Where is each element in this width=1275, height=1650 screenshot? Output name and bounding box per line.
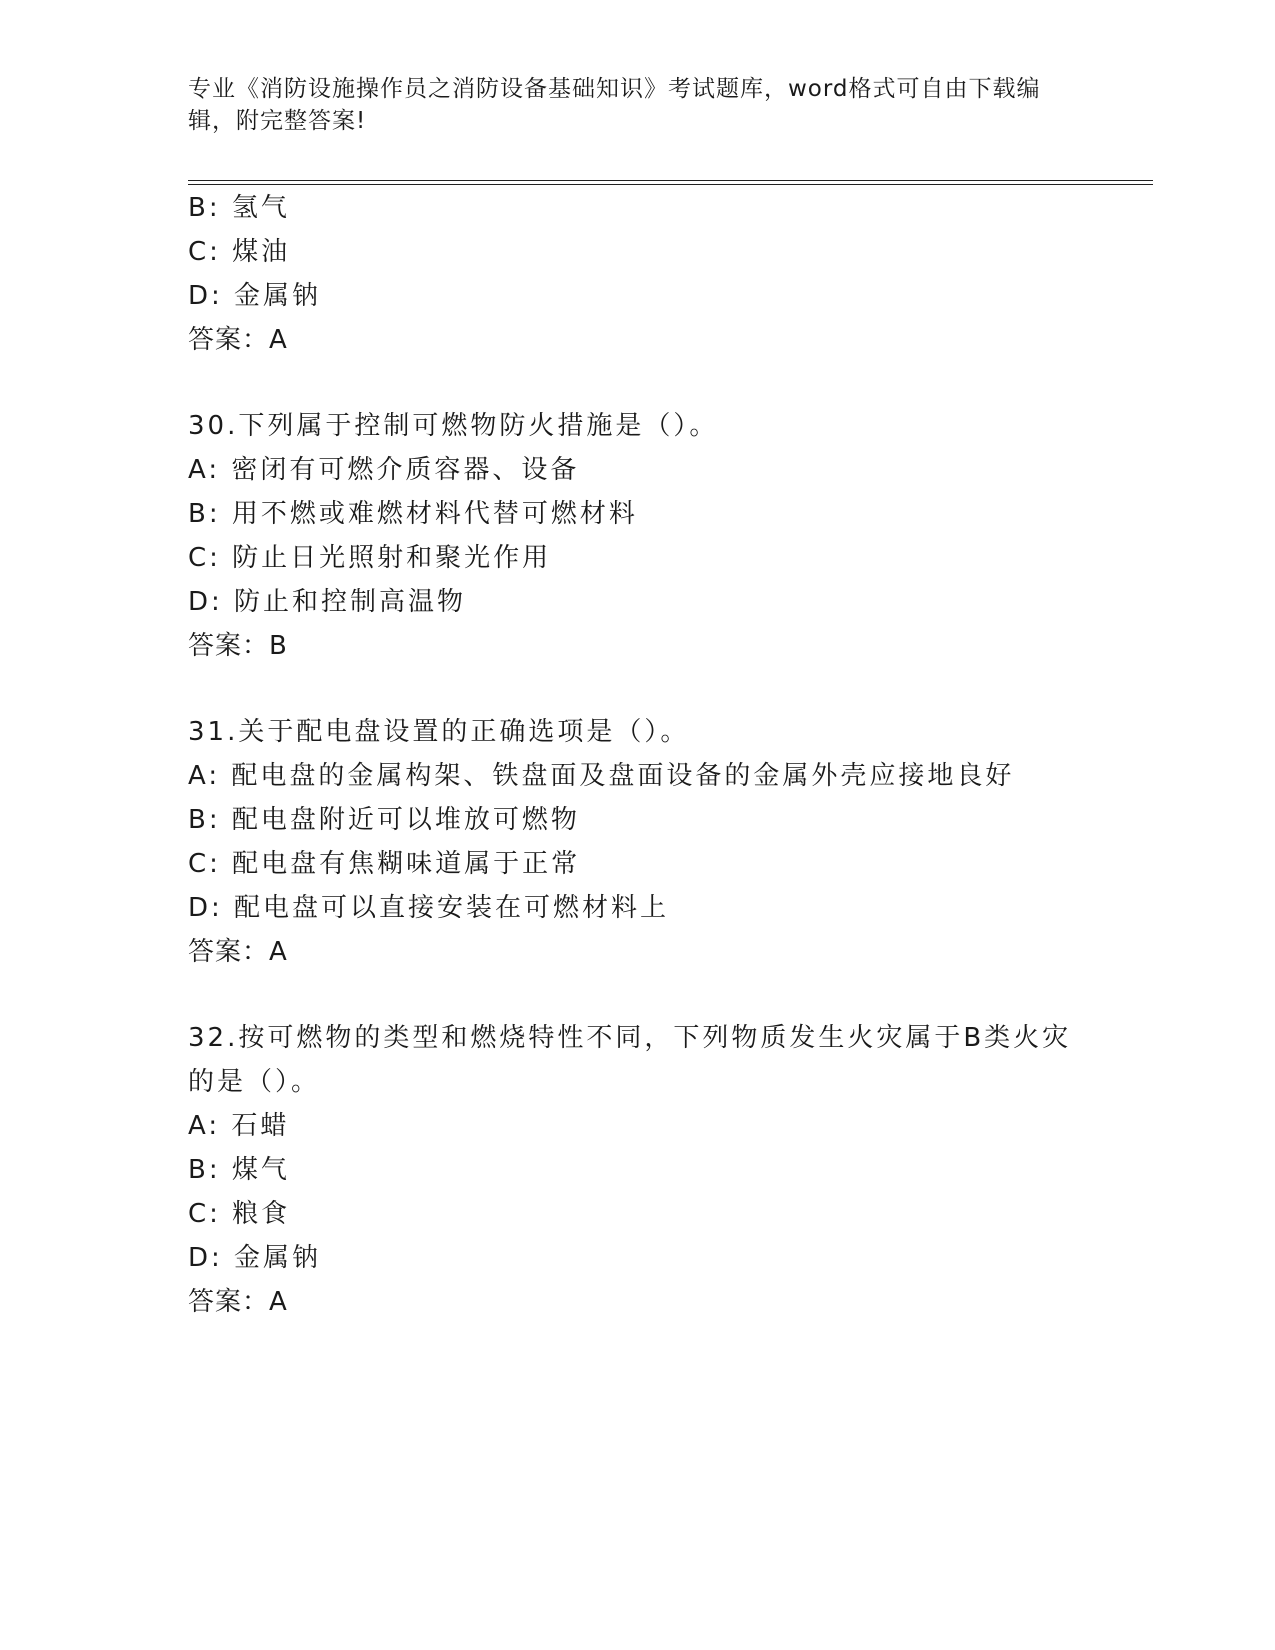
q31-answer: 答案：A (188, 937, 288, 967)
q29-option-b: B: 氢气 (188, 193, 290, 223)
q31-option-c: C: 配电盘有焦糊味道属于正常 (188, 849, 581, 879)
q32-answer: 答案：A (188, 1287, 288, 1317)
q32-option-d: D: 金属钠 (188, 1243, 322, 1273)
q31-option-a: A: 配电盘的金属构架、铁盘面及盘面设备的金属外壳应接地良好 (188, 761, 1015, 791)
q29-option-d: D: 金属钠 (188, 281, 322, 311)
q31-option-b: B: 配电盘附近可以堆放可燃物 (188, 805, 580, 835)
header-line-1: 专业《消防设施操作员之消防设备基础知识》考试题库，word格式可自由下载编 (188, 76, 1041, 102)
q30-option-a: A: 密闭有可燃介质容器、设备 (188, 455, 580, 485)
q30-option-d: D: 防止和控制高温物 (188, 587, 467, 617)
q30-question: 30.下列属于控制可燃物防火措施是（）。 (188, 411, 719, 441)
q32-option-a: A: 石蜡 (188, 1111, 290, 1141)
header-divider-bottom (188, 184, 1153, 185)
q30-answer: 答案：B (188, 631, 288, 661)
document-header (188, 73, 1088, 137)
header-divider-top (188, 180, 1153, 181)
q29-answer: 答案：A (188, 325, 288, 355)
q32-option-c: C: 粮食 (188, 1199, 291, 1229)
header-line-2: 辑，附完整答案! (188, 108, 367, 134)
q31-question: 31.关于配电盘设置的正确选项是（）。 (188, 717, 690, 747)
q30-option-c: C: 防止日光照射和聚光作用 (188, 543, 552, 573)
q30-option-b: B: 用不燃或难燃材料代替可燃材料 (188, 499, 638, 529)
q32-question-line-1: 32.按可燃物的类型和燃烧特性不同，下列物质发生火灾属于B类火灾 (188, 1023, 1072, 1053)
q31-option-d: D: 配电盘可以直接安装在可燃材料上 (188, 893, 670, 923)
q29-option-c: C: 煤油 (188, 237, 291, 267)
q32-question-line-2: 的是（）。 (188, 1067, 321, 1097)
q32-option-b: B: 煤气 (188, 1155, 290, 1185)
